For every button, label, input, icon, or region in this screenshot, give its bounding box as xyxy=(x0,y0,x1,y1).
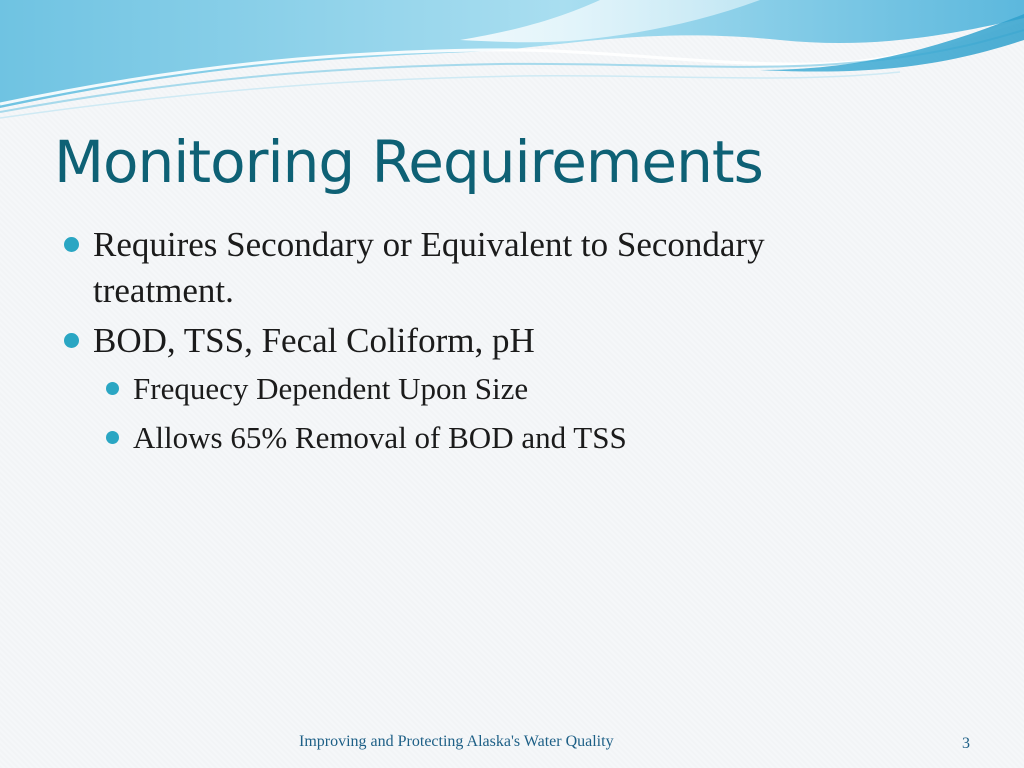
bullet-text: Requires Secondary or Equivalent to Secondary treatment. xyxy=(93,225,765,310)
wave-header-graphic xyxy=(0,0,1024,130)
sub-bullet-item xyxy=(0,364,873,413)
footer-text: Improving and Protecting Alaska's Water Quality xyxy=(299,733,614,750)
sub-bullet-item xyxy=(0,413,873,462)
bullet-icon xyxy=(64,333,79,348)
sub-bullet-icon xyxy=(106,431,119,444)
slide-title: Monitoring Requirements xyxy=(54,128,763,196)
page-number: 3 xyxy=(962,735,970,752)
bullet-item xyxy=(0,222,873,314)
sub-bullet-text: Allows 65% Removal of BOD and TSS xyxy=(133,420,627,455)
sub-bullet-icon xyxy=(106,382,119,395)
sub-bullet-text: Frequecy Dependent Upon Size xyxy=(133,371,529,406)
bullet-text: BOD, TSS, Fecal Coliform, pH xyxy=(93,321,535,360)
bullet-list xyxy=(0,222,1024,466)
sub-bullet-list xyxy=(0,364,873,462)
bullet-item xyxy=(0,318,873,462)
bullet-icon xyxy=(64,237,79,252)
